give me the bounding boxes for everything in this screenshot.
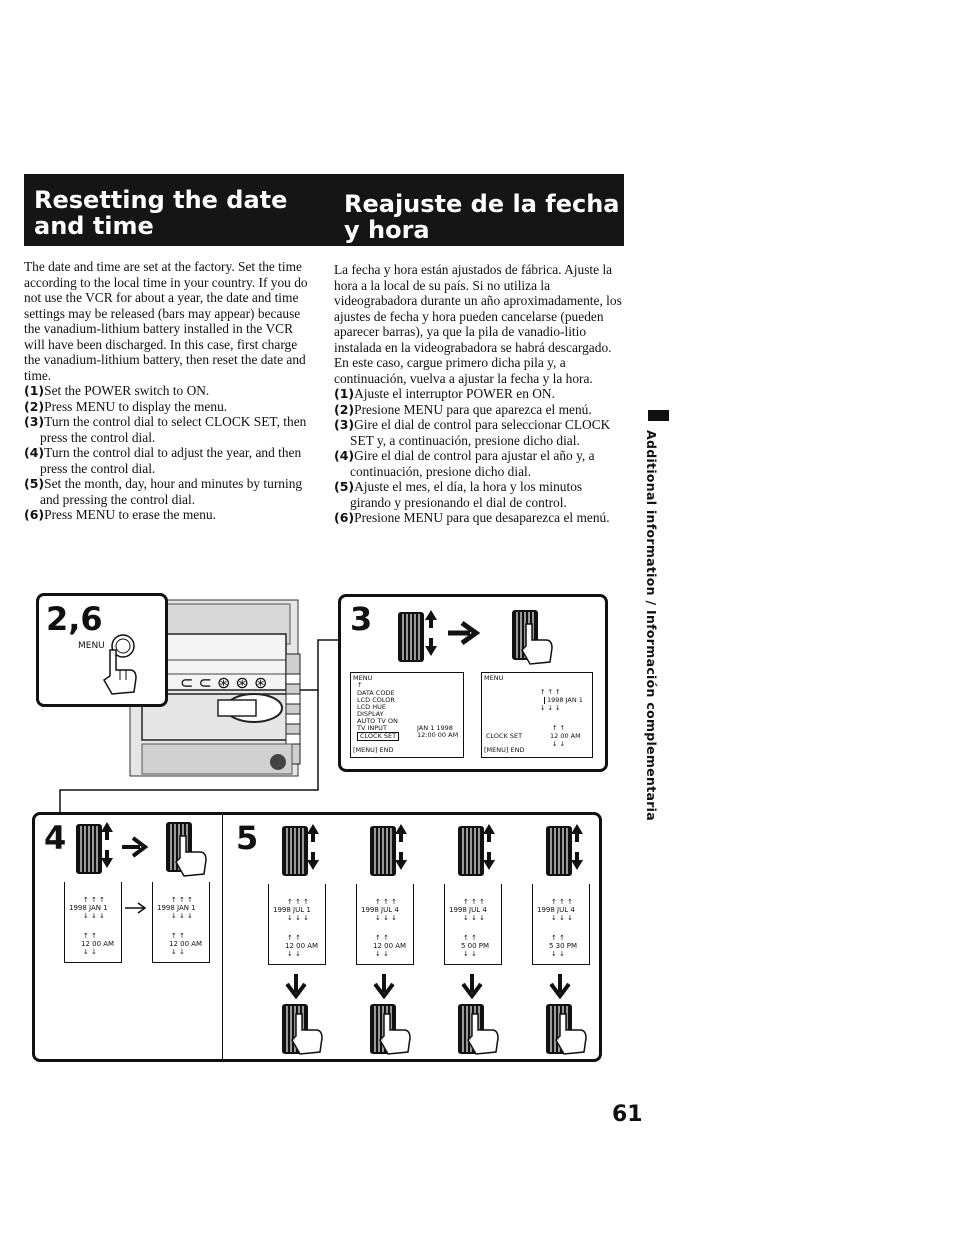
step-3-label: 3 <box>350 600 373 638</box>
screen-date: 1998 JUL 4 <box>537 906 575 914</box>
intro-paragraph: The date and time are set at the factory. Set the time according to the local time in your country. If you do not use the VCR for about a year, the date and time settings may be released (bars may appear) because the vanadium-lithium battery installed in the VCR will have been discharged. In this case, first charge the vanadium-lithium battery, then reset the date and time. <box>24 259 308 383</box>
pressing-hand-icon <box>290 1012 330 1056</box>
step-item: (6)Presione MENU para que desaparezca el menú. <box>334 510 610 525</box>
up-arrow-icon: ↑ <box>357 681 363 689</box>
step-item: (3)Gire el dial de control para seleccionar CLOCK SET y, a continuación, presione dicho dial. <box>334 417 611 448</box>
control-dial-icon <box>546 826 572 876</box>
right-arrow-icon <box>120 834 150 860</box>
menu-button-label: MENU <box>78 641 105 651</box>
menu-item: AUTO TV ON <box>357 717 398 725</box>
control-dial-icon <box>76 824 102 874</box>
rotate-arrows-icon <box>482 822 496 872</box>
control-dial-icon <box>458 826 484 876</box>
down-arrow-icon <box>372 972 396 1000</box>
step-item: (4)Turn the control dial to adjust the year, and then press the control dial. <box>24 445 302 476</box>
panel-divider <box>222 815 223 1059</box>
rotate-arrows-icon <box>424 608 438 658</box>
step-5-label: 5 <box>236 819 259 857</box>
step-item: (1)Set the POWER switch to ON. <box>24 383 210 398</box>
pressing-hand-icon <box>466 1012 506 1056</box>
screen-date: 1998 JUL 1 <box>273 906 311 914</box>
svg-text:⊂ ⊂ ⊛ ⊛ ⊛: ⊂ ⊂ ⊛ ⊛ ⊛ <box>180 673 268 692</box>
section-tab-label: Additional information / Información complementaria <box>644 430 659 821</box>
right-arrow-icon <box>124 902 148 914</box>
control-dial-icon <box>398 612 424 662</box>
screen-date: 1998 JAN 1 <box>69 904 108 912</box>
adjust-arrows-icon: ↓ ↓ ↓ <box>540 704 561 712</box>
menu-screen-title: MENU <box>353 674 373 682</box>
year-adjust-screen: ↑ ↑ ↑ 1998 JAN 1 ↓ ↓ ↓ ↑ ↑ 12 00 AM ↓ ↓ <box>64 882 122 963</box>
step-4-label: 4 <box>44 819 67 857</box>
menu-end-label: [MENU] END <box>353 746 394 754</box>
menu-item: DISPLAY <box>357 710 384 718</box>
clock-set-screen <box>481 672 593 758</box>
screen-time: 12 00 AM <box>81 940 115 948</box>
pressing-hand-icon <box>174 834 214 878</box>
step-item: (5)Set the month, day, hour and minutes by turning and pressing the control dial. <box>24 476 303 507</box>
page-number: 61 <box>612 1102 643 1127</box>
screen-date: 1998 JUL 4 <box>361 906 399 914</box>
menu-time-value: 12:00 00 AM <box>417 731 459 739</box>
step-item: (6)Press MENU to erase the menu. <box>24 507 216 522</box>
menu-end-label: [MENU] END <box>484 746 525 754</box>
screen-time: 12 00 AM <box>169 940 203 948</box>
down-arrow-icon <box>460 972 484 1000</box>
screen-date: 1998 JUL 4 <box>449 906 487 914</box>
rotate-arrows-icon <box>306 822 320 872</box>
adjust-arrows-icon: ↓ ↓ <box>552 740 565 748</box>
title-spanish: Reajuste de la fecha y hora <box>344 190 620 244</box>
pressing-hand-icon <box>520 622 560 666</box>
control-dial-icon <box>282 826 308 876</box>
rotate-arrows-icon <box>570 822 584 872</box>
pressing-hand-icon <box>378 1012 418 1056</box>
menu-item: TV INPUT <box>357 724 387 732</box>
clock-adjust-screen: ↑ ↑ ↑ 1998 JUL 4 ↓ ↓ ↓ ↑ ↑ 5 30 PM ↓ ↓ <box>532 884 590 965</box>
rotate-arrows-icon <box>394 822 408 872</box>
clock-time-value: 12 00 AM <box>550 732 581 740</box>
menu-item: DATA CODE <box>357 689 395 697</box>
adjust-arrows-icon: ↑ ↑ ↑ <box>540 688 561 696</box>
right-arrow-icon <box>446 618 482 648</box>
step-2-6-label: 2,6 <box>46 600 103 638</box>
control-dial-icon <box>370 826 396 876</box>
adjust-arrows-icon: ↑ ↑ <box>552 724 565 732</box>
screen-time: 5 30 PM <box>549 942 578 950</box>
rotate-arrows-icon <box>100 820 114 870</box>
step-item: (3)Turn the control dial to select CLOCK SET, then press the control dial. <box>24 414 307 445</box>
down-arrow-icon <box>284 972 308 1000</box>
clock-adjust-screen: ↑ ↑ ↑ 1998 JUL 4 ↓ ↓ ↓ ↑ ↑ 5 00 PM ↓ ↓ <box>444 884 502 965</box>
menu-item: LCD HUE <box>357 703 386 711</box>
screen-time: 5 00 PM <box>461 942 490 950</box>
screen-time: 12 00 AM <box>285 942 319 950</box>
intro-paragraph: La fecha y hora están ajustados de fábrica. Ajuste la hora a la local de su país. Si no utiliza la videograbadora durante un año aproximadamente, los ajustes de fecha y hora pueden cancelarse (pueden aparecer barras), ya que la pila de vanadio-litio instalada en la videograbadora se habrá descargado. En este caso, cargue primero dicha pila y, a continuación, vuelva a ajustar la fecha y la hora. <box>334 262 622 386</box>
clock-set-label: CLOCK SET <box>486 732 523 740</box>
screen-time: 12 00 AM <box>373 942 407 950</box>
menu-screen-title: MENU <box>484 674 504 682</box>
clock-adjust-screen: ↑ ↑ ↑ 1998 JUL 1 ↓ ↓ ↓ ↑ ↑ 12 00 AM ↓ ↓ <box>268 884 326 965</box>
menu-screen <box>350 672 464 758</box>
screen-date: 1998 JAN 1 <box>157 904 196 912</box>
step-item: (1)Ajuste el interruptor POWER en ON. <box>334 386 555 401</box>
clock-adjust-screen: ↑ ↑ ↑ 1998 JUL 4 ↓ ↓ ↓ ↑ ↑ 12 00 AM ↓ ↓ <box>356 884 414 965</box>
step-item: (5)Ajuste el mes, el día, la hora y los minutos girando y presionando el dial de control. <box>334 479 583 510</box>
title-english: Resetting the date and time <box>34 186 288 240</box>
menu-item-selected: CLOCK SET <box>357 732 399 741</box>
step-item: (2)Press MENU to display the menu. <box>24 398 228 414</box>
menu-item: LCD COLOR <box>357 696 395 704</box>
menu-date-value: JAN 1 1998 <box>417 724 453 732</box>
step-item: (4)Gire el dial de control para ajustar el año y, a continuación, presione dicho dial. <box>334 448 595 479</box>
year-adjust-screen: ↑ ↑ ↑ 1998 JAN 1 ↓ ↓ ↓ ↑ ↑ 12 00 AM ↓ ↓ <box>152 882 210 963</box>
down-arrow-icon <box>548 972 572 1000</box>
step-item: (2)Presione MENU para que aparezca el menú. <box>334 401 592 417</box>
pressing-hand-icon <box>554 1012 594 1056</box>
clock-date-value: 1998 JAN 1 <box>544 697 583 704</box>
